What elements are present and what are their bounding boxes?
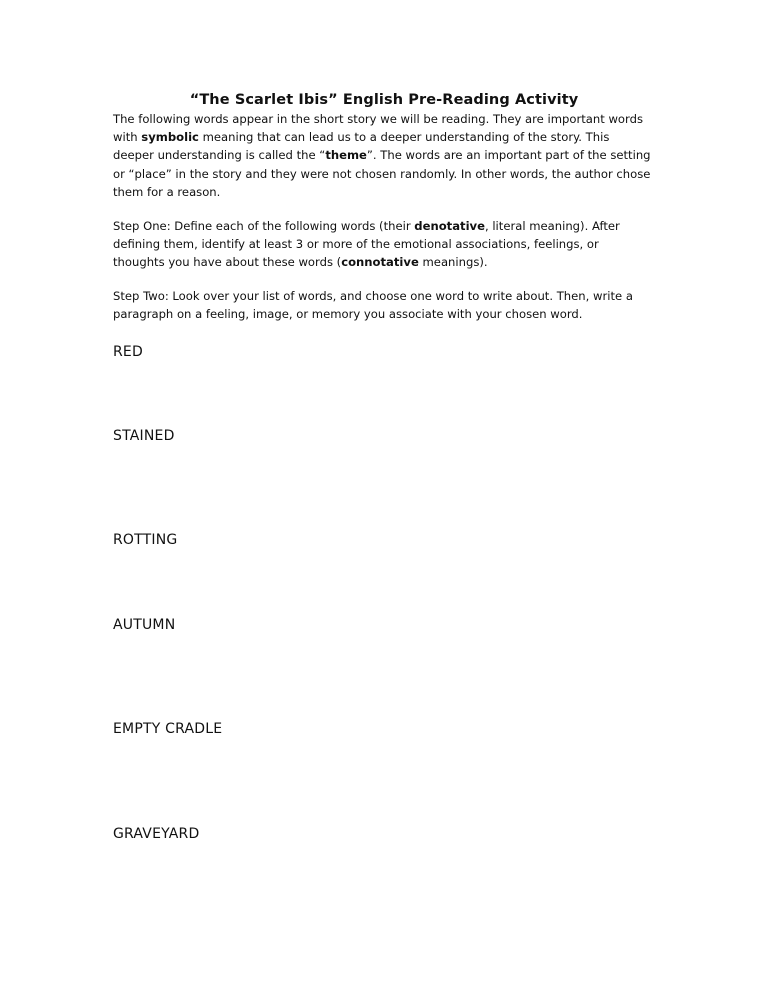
vocab-word: GRAVEYARD [113,826,200,842]
intro-bold-theme: theme [325,148,367,163]
step-one-text-1: Step One: Define each of the following words (their [113,219,415,233]
vocab-word: EMPTY CRADLE [113,721,223,737]
step-one-bold-connotative: connotative [341,255,419,270]
intro-paragraph [113,110,653,201]
vocab-word: ROTTING [113,532,178,548]
vocab-word: RED [113,344,143,360]
step-one-paragraph [113,217,653,272]
vocab-word: AUTUMN [113,617,176,633]
step-one-text-2: , literal meaning). After defining them, identify at least 3 or more of the emotional associations, feelings, or thoughts you have about these words ( [113,219,620,270]
intro-text-1: The following words appear in the short story we will be reading. They are important words with [113,112,643,145]
step-two-paragraph: Step Two: Look over your list of words, and choose one word to write about. Then, write a paragraph on a feeling, image, or memory you associate with your chosen word. [113,289,633,322]
intro-bold-symbolic: symbolic [141,130,199,145]
vocab-word: STAINED [113,428,175,444]
intro-text-3: ”. The words are an important part of the setting or “place” in the story and they were not chosen randomly. In other words, the author chose them for a reason. [113,148,651,199]
step-one-text-3: meanings). [418,255,488,270]
step-one-bold-denotative: denotative [414,219,485,233]
intro-text-2: meaning that can lead us to a deeper understanding of the story. This deeper understanding is called the “ [113,130,610,163]
page-title: “The Scarlet Ibis” English Pre-Reading Activity [189,92,579,108]
